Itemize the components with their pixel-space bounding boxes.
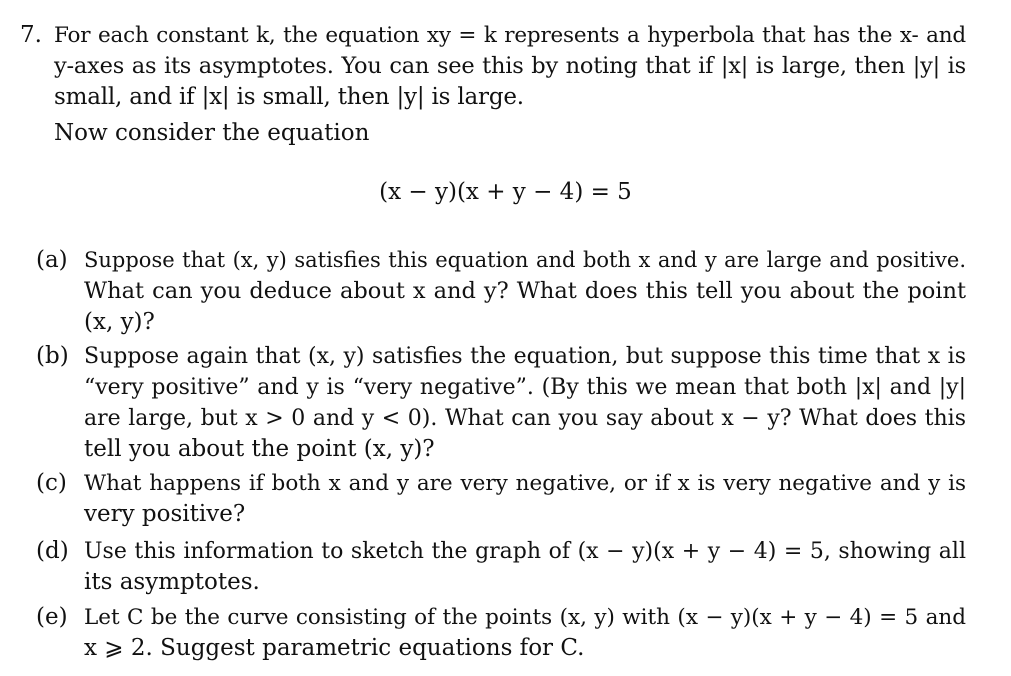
- part-body: [84, 245, 966, 338]
- part-c: [36, 468, 966, 530]
- part-line: Suppose that (x, y) satisfies this equation and both x and y are large and positive.: [84, 248, 966, 272]
- display-equation: (x − y)(x + y − 4) = 5: [379, 179, 632, 205]
- part-label: (d): [36, 538, 69, 564]
- problem-number: 7.: [20, 22, 42, 48]
- part-label: (a): [36, 247, 68, 273]
- part-line: What happens if both x and y are very negative, or if x is very negative and y is: [84, 471, 966, 496]
- part-label: (c): [36, 470, 67, 496]
- part-a: [36, 245, 966, 338]
- part-b: [36, 341, 966, 465]
- now-consider-text: Now consider the equation: [54, 120, 370, 146]
- intro-line: For each constant k, the equation xy = k represents a hyperbola that has the x- and: [54, 23, 966, 48]
- part-line: Let C be the curve consisting of the points (x, y) with (x − y)(x + y − 4) = 5 and: [84, 605, 966, 630]
- part-line: What can you deduce about x and y? What does this tell you about the point: [84, 278, 966, 304]
- part-line: Suppose again that (x, y) satisfies the equation, but suppose this time that x is: [84, 344, 966, 369]
- intro-line: small, and if |x| is small, then |y| is large.: [54, 84, 524, 110]
- part-line: “very positive” and y is “very negative”. (By this we mean that both |x| and |y|: [84, 375, 966, 400]
- part-line: (x, y)?: [84, 309, 155, 335]
- part-d: [36, 536, 966, 598]
- part-label: (b): [36, 343, 69, 369]
- part-body: [84, 468, 966, 530]
- part-line: are large, but x > 0 and y < 0). What can you say about x − y? What does this: [84, 406, 966, 431]
- part-label: (e): [36, 604, 68, 630]
- part-body: [84, 536, 966, 598]
- part-body: [84, 602, 966, 664]
- part-line: Use this information to sketch the graph of (x − y)(x + y − 4) = 5, showing all: [84, 539, 966, 564]
- intro-line: y-axes as its asymptotes. You can see this by noting that if |x| is large, then |y| is: [54, 53, 966, 79]
- part-e: [36, 602, 966, 664]
- part-line: tell you about the point (x, y)?: [84, 436, 435, 462]
- part-body: [84, 341, 966, 465]
- part-line: its asymptotes.: [84, 569, 260, 595]
- part-line: very positive?: [84, 501, 246, 527]
- problem-intro: [54, 20, 966, 113]
- part-line: x ⩾ 2. Suggest parametric equations for C.: [84, 635, 585, 661]
